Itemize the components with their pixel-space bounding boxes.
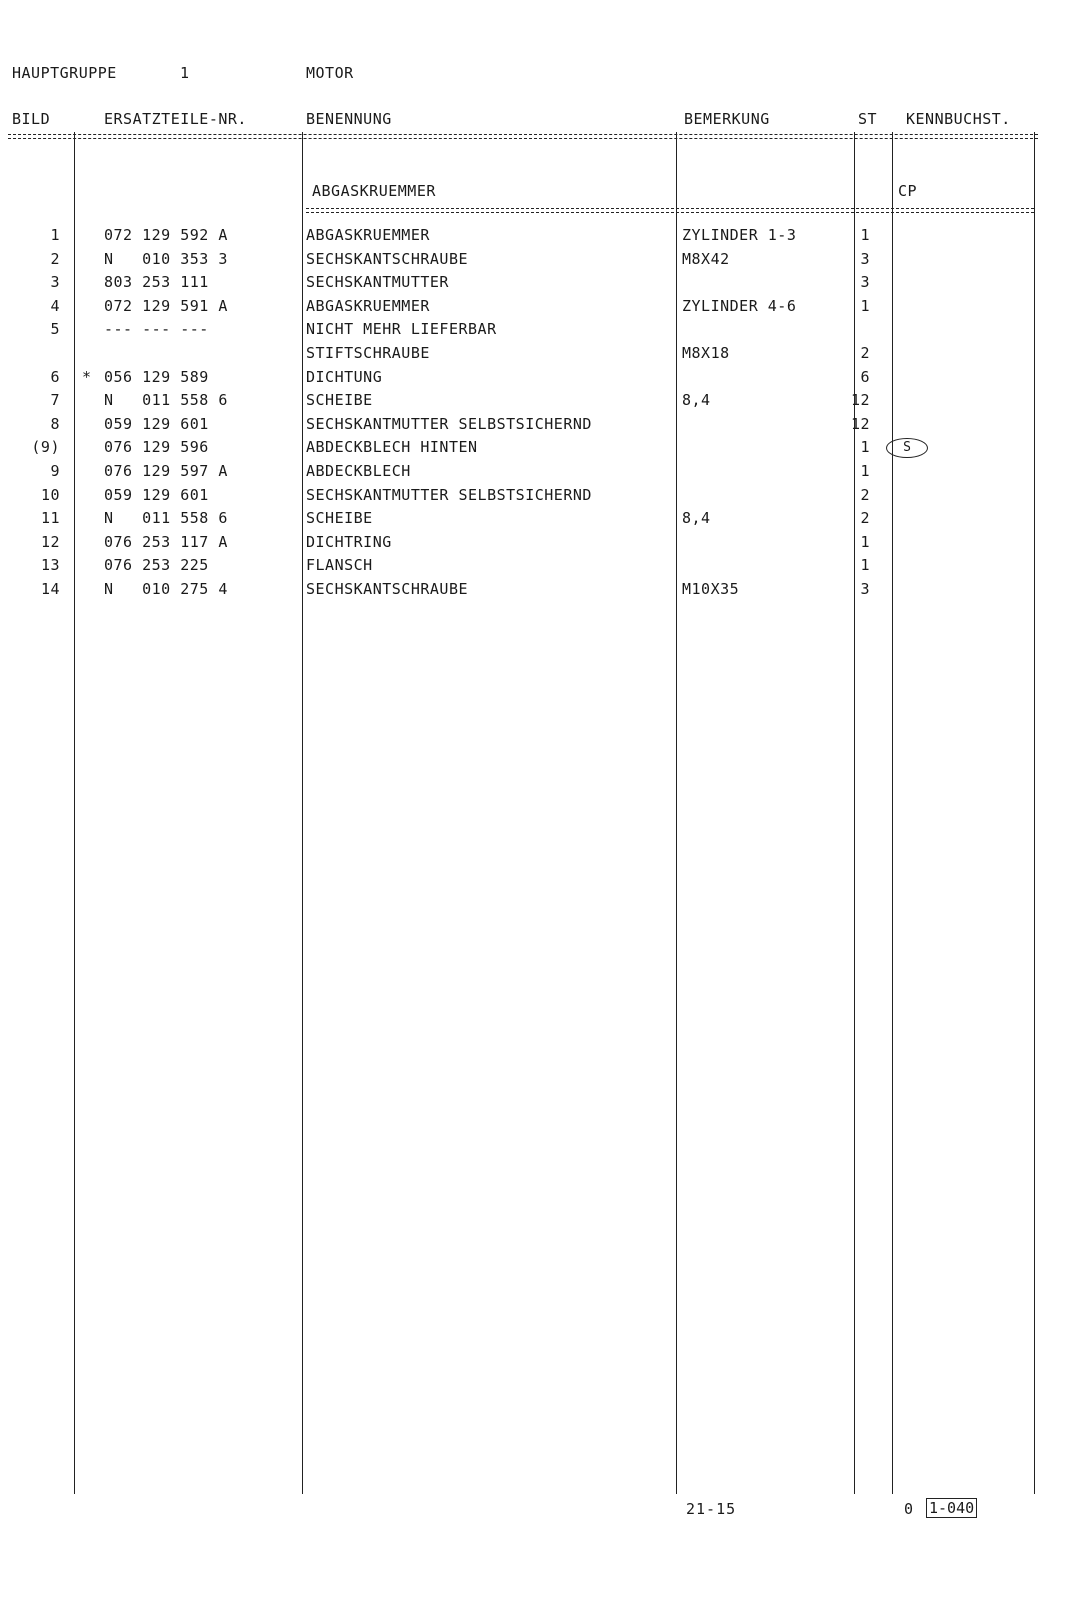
row-name: SECHSKANTMUTTER bbox=[306, 273, 449, 291]
section-divider bbox=[306, 208, 1034, 213]
row-part-number: N 010 275 4 bbox=[104, 580, 228, 598]
row-part-number: 076 253 117 A bbox=[104, 533, 228, 551]
row-part-number: 059 129 601 bbox=[104, 415, 209, 433]
row-name: DICHTRING bbox=[306, 533, 392, 551]
row-bild: 11 bbox=[40, 509, 60, 527]
row-part-number: --- --- --- bbox=[104, 320, 209, 338]
row-remark: 8,4 bbox=[682, 509, 711, 527]
row-quantity: 1 bbox=[860, 226, 870, 244]
row-quantity: 12 bbox=[850, 391, 870, 409]
col-header-name: BENENNUNG bbox=[306, 110, 392, 128]
row-name: SECHSKANTMUTTER SELBSTSICHERND bbox=[306, 415, 592, 433]
row-bild: 12 bbox=[40, 533, 60, 551]
row-quantity: 12 bbox=[850, 415, 870, 433]
row-name: DICHTUNG bbox=[306, 368, 383, 386]
row-name: ABGASKRUEMMER bbox=[306, 226, 430, 244]
row-name: SCHEIBE bbox=[306, 391, 373, 409]
row-quantity: 2 bbox=[860, 344, 870, 362]
row-bild: 6 bbox=[50, 368, 60, 386]
row-bild: 5 bbox=[50, 320, 60, 338]
row-bild: 8 bbox=[50, 415, 60, 433]
row-name: FLANSCH bbox=[306, 556, 373, 574]
row-quantity: 3 bbox=[860, 250, 870, 268]
row-name: ABDECKBLECH bbox=[306, 462, 411, 480]
row-remark: M10X35 bbox=[682, 580, 740, 598]
row-remark: ZYLINDER 4-6 bbox=[682, 297, 797, 315]
row-quantity: 3 bbox=[860, 580, 870, 598]
row-bild: 7 bbox=[50, 391, 60, 409]
row-part-number: N 011 558 6 bbox=[104, 509, 228, 527]
row-name: NICHT MEHR LIEFERBAR bbox=[306, 320, 497, 338]
header-divider bbox=[8, 134, 1038, 139]
col-header-code: KENNBUCHST. bbox=[906, 110, 1011, 128]
row-part-number: 076 129 597 A bbox=[104, 462, 228, 480]
row-part-number: 076 253 225 bbox=[104, 556, 209, 574]
row-name: SECHSKANTSCHRAUBE bbox=[306, 250, 469, 268]
row-name: ABDECKBLECH HINTEN bbox=[306, 438, 478, 456]
row-name: ABGASKRUEMMER bbox=[306, 297, 430, 315]
row-bild: 3 bbox=[50, 273, 60, 291]
row-quantity: 1 bbox=[860, 438, 870, 456]
row-bild: 10 bbox=[40, 486, 60, 504]
col-header-part-no: ERSATZTEILE-NR. bbox=[104, 110, 247, 128]
col-header-remark: BEMERKUNG bbox=[684, 110, 770, 128]
row-name: SECHSKANTSCHRAUBE bbox=[306, 580, 469, 598]
row-name: SCHEIBE bbox=[306, 509, 373, 527]
row-name: SECHSKANTMUTTER SELBSTSICHERND bbox=[306, 486, 592, 504]
row-remark: 8,4 bbox=[682, 391, 711, 409]
row-quantity: 1 bbox=[860, 297, 870, 315]
column-separator bbox=[854, 132, 855, 1494]
row-name: STIFTSCHRAUBE bbox=[306, 344, 430, 362]
col-header-bild: BILD bbox=[12, 110, 51, 128]
column-separator bbox=[74, 132, 75, 1494]
row-quantity: 2 bbox=[860, 486, 870, 504]
row-quantity: 1 bbox=[860, 533, 870, 551]
group-number: 1 bbox=[180, 64, 190, 82]
row-remark: M8X18 bbox=[682, 344, 730, 362]
page-suffix: 0 bbox=[904, 1500, 915, 1518]
group-name: MOTOR bbox=[306, 64, 354, 82]
page-reference: 21-15 bbox=[686, 1500, 737, 1518]
section-title: ABGASKRUEMMER bbox=[312, 182, 436, 200]
column-separator bbox=[892, 132, 893, 1494]
group-label: HAUPTGRUPPE bbox=[12, 64, 117, 82]
row-quantity: 1 bbox=[860, 556, 870, 574]
row-part-number: 076 129 596 bbox=[104, 438, 209, 456]
row-quantity: 6 bbox=[860, 368, 870, 386]
row-part-number: N 011 558 6 bbox=[104, 391, 228, 409]
row-code-stamp: S bbox=[886, 438, 928, 458]
column-separator bbox=[302, 132, 303, 1494]
row-part-number: 056 129 589 bbox=[104, 368, 209, 386]
row-bild: 9 bbox=[50, 462, 60, 480]
row-part-number: 803 253 111 bbox=[104, 273, 209, 291]
column-separator bbox=[1034, 132, 1035, 1494]
boxed-page-code: 1-040 bbox=[926, 1498, 977, 1518]
row-quantity: 1 bbox=[860, 462, 870, 480]
row-bild: 4 bbox=[50, 297, 60, 315]
row-remark: M8X42 bbox=[682, 250, 730, 268]
row-bild: (9) bbox=[31, 438, 60, 456]
row-part-number: N 010 353 3 bbox=[104, 250, 228, 268]
row-quantity: 3 bbox=[860, 273, 870, 291]
row-bild: 14 bbox=[40, 580, 60, 598]
row-bild: 1 bbox=[50, 226, 60, 244]
row-remark: ZYLINDER 1-3 bbox=[682, 226, 797, 244]
row-part-number: 072 129 591 A bbox=[104, 297, 228, 315]
column-separator bbox=[676, 132, 677, 1494]
col-header-qty: ST bbox=[858, 110, 878, 128]
section-code: CP bbox=[898, 182, 918, 200]
row-mark: * bbox=[82, 368, 92, 386]
row-bild: 13 bbox=[40, 556, 60, 574]
row-part-number: 072 129 592 A bbox=[104, 226, 228, 244]
row-part-number: 059 129 601 bbox=[104, 486, 209, 504]
row-quantity: 2 bbox=[860, 509, 870, 527]
row-bild: 2 bbox=[50, 250, 60, 268]
